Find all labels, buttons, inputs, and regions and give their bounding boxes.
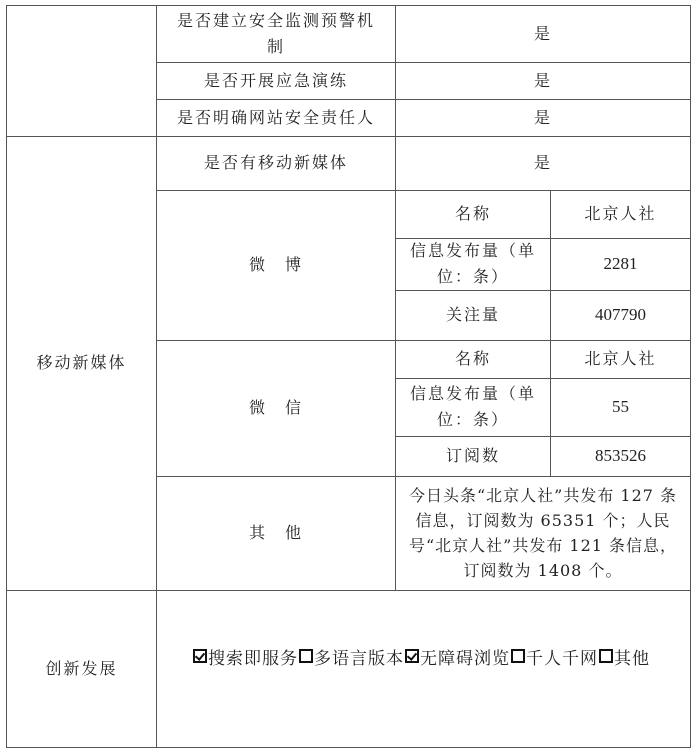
label-text: 名称 — [454, 349, 491, 368]
label-text: 订阅数 — [445, 446, 500, 465]
label-text: 信息发布量（单位：条） — [409, 241, 536, 286]
table-border-right — [690, 5, 691, 748]
checkbox-accessibility[interactable] — [405, 649, 419, 663]
label-text: 微 博 — [248, 255, 303, 274]
checkbox-other[interactable] — [599, 649, 613, 663]
label-text: 是否有移动新媒体 — [203, 153, 348, 172]
option-label: 搜索即服务 — [208, 648, 298, 669]
innovation-options — [192, 644, 650, 668]
value-text: 853526 — [595, 446, 646, 465]
option-label: 千人千网 — [526, 648, 598, 669]
other-description — [396, 476, 690, 590]
section-label-mobile-media — [7, 136, 156, 590]
weibo-name-value — [551, 190, 690, 238]
security-value-responsible — [396, 99, 690, 136]
wechat-posts-label — [408, 378, 538, 436]
checkbox-search-as-service[interactable] — [193, 649, 207, 663]
value-text: 2281 — [603, 254, 638, 273]
option-label: 多语言版本 — [314, 648, 404, 669]
value-text: 是 — [533, 107, 552, 127]
label-text: 名称 — [454, 204, 491, 223]
label-text: 信息发布量（单位：条） — [409, 384, 536, 429]
label-text: 是否明确网站安全责任人 — [176, 107, 375, 127]
value-text: 是 — [533, 23, 552, 43]
security-value-drill — [396, 62, 690, 99]
has-mobile-value — [396, 136, 690, 190]
weibo-name-label — [396, 190, 550, 238]
wechat-subscribers-label — [396, 436, 550, 476]
security-label-responsible — [157, 99, 395, 136]
weibo-posts-value — [551, 238, 690, 290]
value-text: 407790 — [595, 305, 646, 324]
label-text: 关注量 — [445, 305, 500, 324]
security-label-monitoring — [170, 5, 382, 62]
other-label — [157, 476, 395, 590]
weibo-followers-label — [396, 290, 550, 340]
other-text: 今日头条“北京人社”共发布 127 条信息，订阅数为 65351 个；人民号“北京人社”共发布 121 条信息，订阅数为 1408 个。 — [408, 486, 678, 580]
weibo-posts-label — [408, 238, 538, 290]
section-label-innovation — [7, 590, 156, 747]
value-text: 北京人社 — [584, 204, 657, 223]
security-value-monitoring — [396, 5, 690, 62]
table-border-bottom — [6, 747, 691, 748]
wechat-label — [157, 340, 395, 476]
label-text: 是否开展应急演练 — [203, 70, 348, 90]
wechat-name-label — [396, 340, 550, 378]
section-label: 移动新媒体 — [36, 353, 127, 372]
weibo-label — [157, 190, 395, 340]
value-text: 55 — [612, 397, 629, 416]
security-label-drill — [157, 62, 395, 99]
wechat-posts-value — [551, 378, 690, 436]
option-label: 无障碍浏览 — [420, 648, 510, 669]
value-text: 北京人社 — [584, 349, 657, 368]
weibo-followers-value — [551, 290, 690, 340]
has-mobile-label — [157, 136, 395, 190]
value-text: 是 — [533, 70, 552, 90]
value-text: 是 — [533, 153, 552, 172]
label-text: 其 他 — [248, 523, 303, 542]
wechat-name-value — [551, 340, 690, 378]
checkbox-multilingual[interactable] — [299, 649, 313, 663]
checkbox-personalized[interactable] — [511, 649, 525, 663]
label-text: 微 信 — [248, 398, 303, 417]
label-text: 是否建立安全监测预警机制 — [176, 10, 375, 56]
section-label: 创新发展 — [45, 658, 118, 678]
option-label: 其他 — [614, 648, 650, 669]
wechat-subscribers-value — [551, 436, 690, 476]
